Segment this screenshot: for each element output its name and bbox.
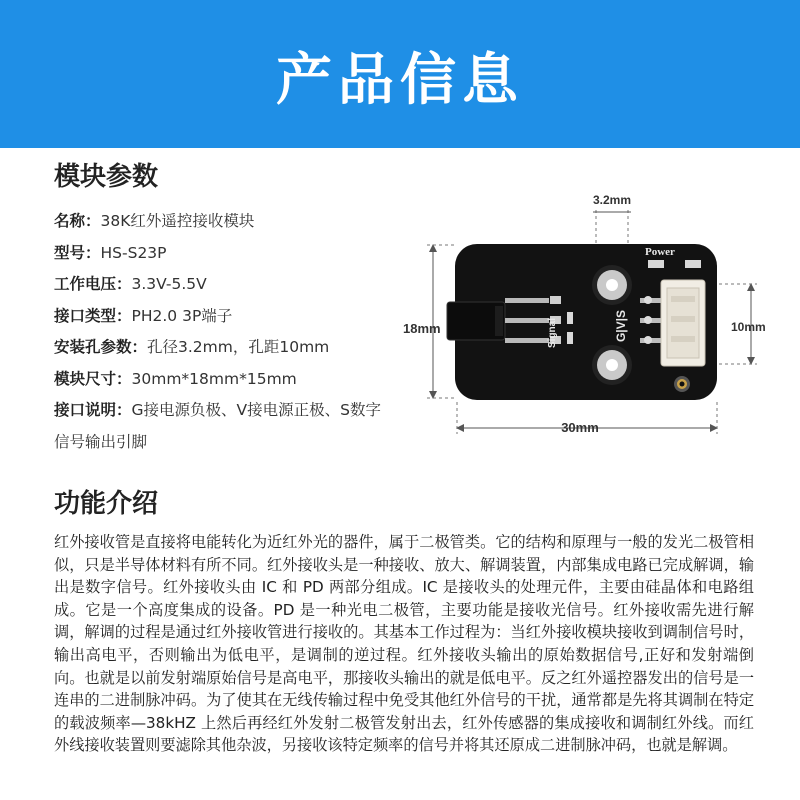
section-title-params: 模块参数: [54, 162, 159, 192]
module-figure: [395, 188, 795, 448]
param-row-interface: 接口类型：PH2.0 3P端子: [54, 306, 233, 325]
params-list: [54, 206, 384, 458]
param-row-mount-hole: 安装孔参数：孔径3.2mm，孔距10mm: [54, 338, 330, 356]
dim-pitch-label: 10mm: [731, 320, 766, 334]
param-row-name: 名称：38K红外遥控接收模块: [54, 212, 255, 230]
section-title-function: 功能介绍: [54, 489, 159, 519]
dim-hole-label: 3.2mm: [592, 193, 632, 207]
param-row-size: 模块尺寸：30mm*18mm*15mm: [54, 369, 297, 388]
dim-width-label: 30mm: [561, 420, 599, 435]
param-row-voltage: 工作电压：3.3V-5.5V: [54, 275, 207, 293]
silk-pins: G|V|S: [614, 309, 628, 343]
function-description: 红外接收管是直接将电能转化为近红外光的器件，属于二极管类。它的结构和原理与一般的发光二极管相似，只是半导体材料有所不同。红外接收头是一种接收、放大、解调装置，内部集成电路已完成解调，输出是数字信号。红外接收头由 IC 和 PD 两部分组成。IC 是接收头的处理元件，主要由硅晶体和电路组成。它是一个高度集成的设备。PD 是一种光电二极管，主要功能是接收光信号。红外接收需先进行解调，解调的过程是通过红外接收管进行接收的。其基本工作过程为：当红外接收模块接收到调制信号时，输出高电平，否则输出为低电平，是调制的逆过程。红外接收头输出的原始数据信号,正好和发射端倒向。也就是以前发射端原始信号是高电平，那接收头输出的就是低电平。反之红外遥控器发出的信号是一连串的二进制脉冲码。为了使其在无线传输过程中免受其他红外信号的干扰，通常都是先将其调制在特定的载波频率—38kHZ 上然后再经红外发射二极管发射出去，红外传感器的集成接收和调制红外线。而红外线接收装置则要滤除其他杂波，另接收该特定频率的信号并将其还原成二进制脉冲码，也就是解调。: [54, 533, 754, 755]
dim-height-label: 18mm: [403, 321, 441, 336]
page-title: 产品信息: [276, 48, 524, 113]
param-row-model: 型号：HS-S23P: [54, 243, 167, 262]
header-banner: [0, 0, 800, 148]
silk-signal: Signal: [547, 317, 558, 348]
silk-power: Power: [645, 246, 675, 258]
param-row-pinout: 接口说明：G接电源负极、V接电源正极、S数字信号输出引脚: [54, 401, 381, 451]
power-led: [648, 260, 664, 268]
